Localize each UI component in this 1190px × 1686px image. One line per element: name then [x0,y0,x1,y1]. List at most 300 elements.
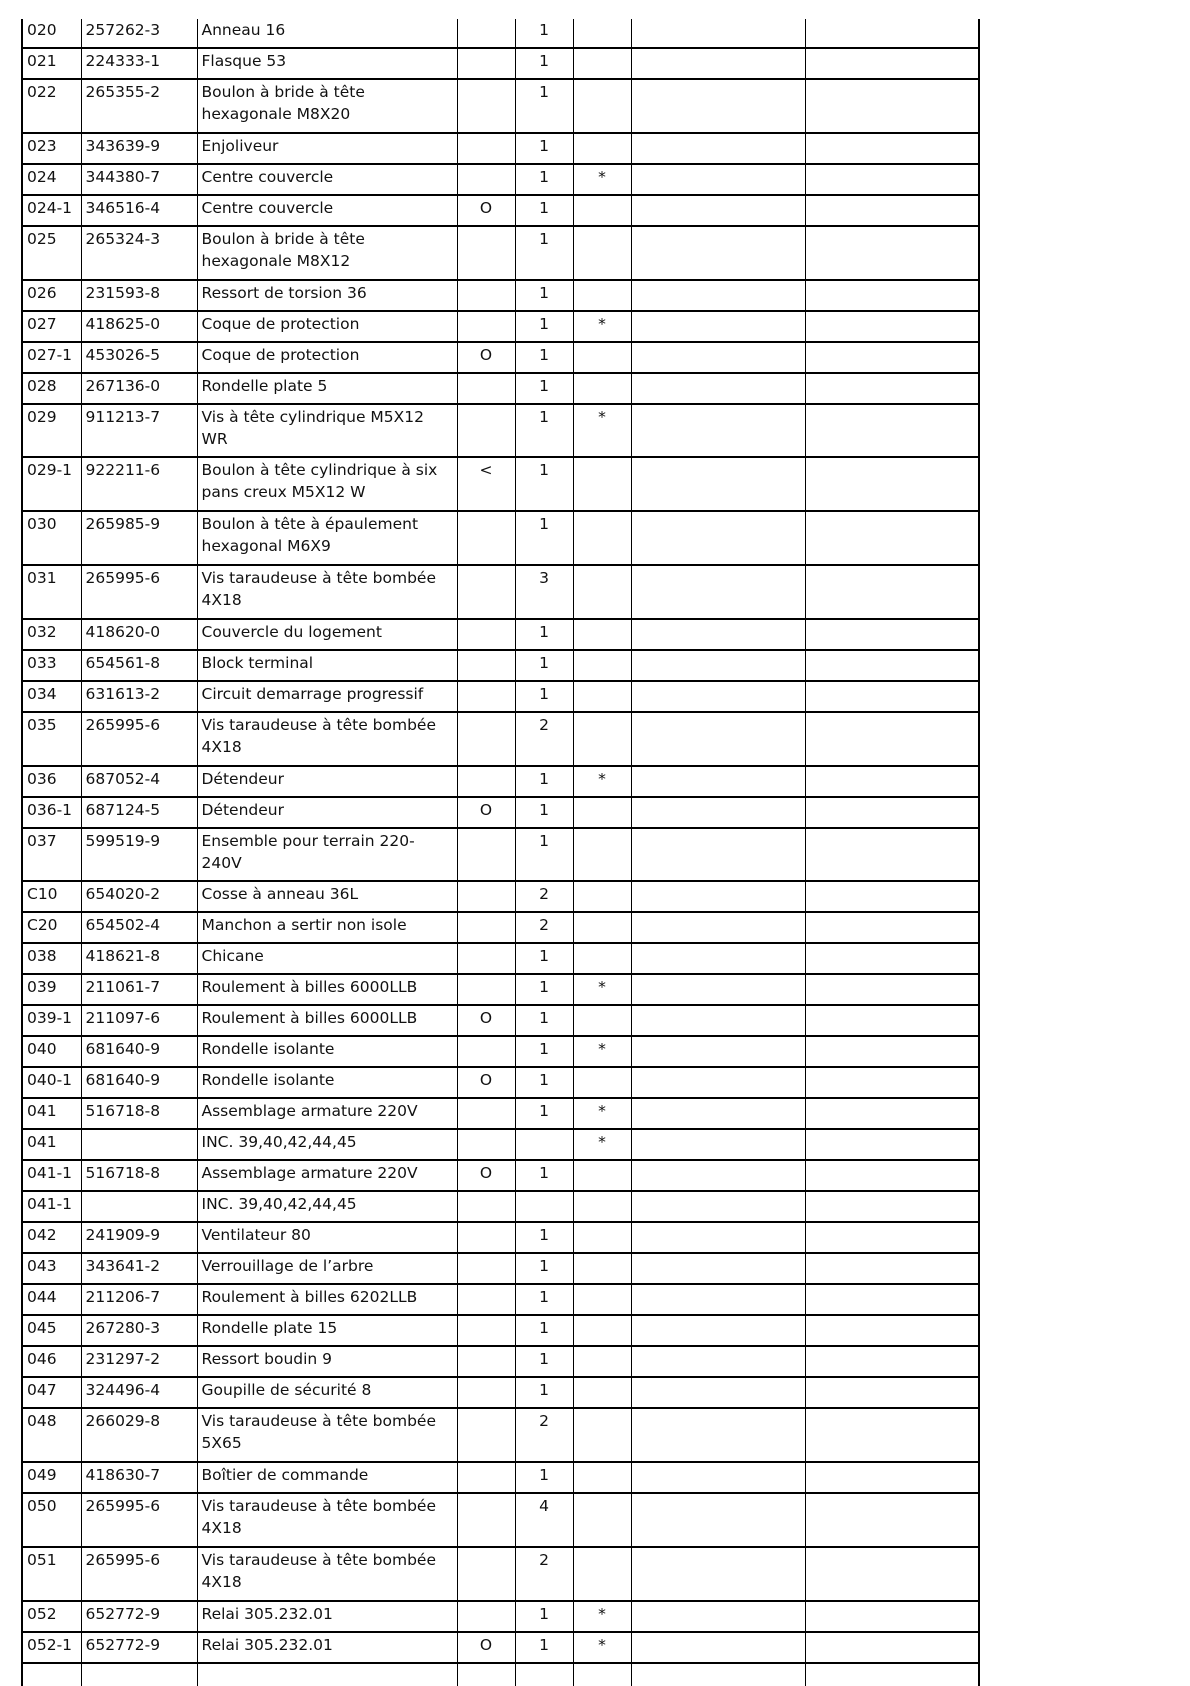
flag-cell [457,404,515,457]
part-number-cell: 231593-8 [81,280,197,311]
empty-column-a-cell [631,1098,805,1129]
empty-column-b-cell [805,195,979,226]
item-number-cell: 039 [22,974,81,1005]
table-row [22,1191,979,1222]
empty-column-b-cell [805,619,979,650]
description-cell: Boîtier de commande [197,1462,457,1493]
item-number-cell: 029 [22,404,81,457]
description-cell: Rondelle plate 15 [197,1315,457,1346]
mark-cell [573,1493,631,1547]
flag-cell: O [457,1160,515,1191]
part-number-cell: 211061-7 [81,974,197,1005]
table-row [22,133,979,164]
table-row [22,511,979,565]
description-cell: Centre couvercle [197,164,457,195]
quantity-cell: 1 [515,650,573,681]
flag-cell [457,1098,515,1129]
table-row [22,1036,979,1067]
item-number-cell: 025 [22,226,81,280]
item-number-cell: 041 [22,1098,81,1129]
item-number-cell: 034 [22,681,81,712]
empty-column-b-cell [805,712,979,766]
item-number-cell: 030 [22,511,81,565]
empty-column-b-cell [805,1377,979,1408]
item-number-cell: 051 [22,1547,81,1601]
table-row [22,1632,979,1663]
flag-cell [457,1462,515,1493]
mark-cell [573,1253,631,1284]
description-cell: Détendeur [197,797,457,828]
table-row [22,1377,979,1408]
empty-column-b-cell [805,1408,979,1462]
description-cell: Vis taraudeuse à tête bombée 4X18 [197,565,457,619]
table-row [22,404,979,457]
item-number-cell: 031 [22,565,81,619]
quantity-cell: 1 [515,1005,573,1036]
description-cell: Rondelle isolante [197,1067,457,1098]
table-row [22,1253,979,1284]
mark-cell [573,881,631,912]
quantity-cell: 1 [515,1253,573,1284]
flag-cell [457,1191,515,1222]
part-number-cell: 681640-9 [81,1067,197,1098]
empty-column-a-cell [631,1253,805,1284]
mark-cell: * [573,1036,631,1067]
quantity-cell: 1 [515,79,573,133]
description-cell: Ressort boudin 9 [197,1346,457,1377]
quantity-cell: 2 [515,881,573,912]
flag-cell [457,280,515,311]
flag-cell [457,912,515,943]
table-row [22,373,979,404]
empty-column-b-cell [805,1005,979,1036]
quantity-cell: 1 [515,311,573,342]
empty-column-a-cell [631,79,805,133]
item-number-cell: 023 [22,133,81,164]
description-cell: Rondelle plate 5 [197,373,457,404]
empty-column-a-cell [631,1315,805,1346]
quantity-cell: 1 [515,1315,573,1346]
item-number-cell: 024 [22,164,81,195]
part-number-cell: 687124-5 [81,797,197,828]
table-row [22,1005,979,1036]
quantity-cell: 1 [515,1377,573,1408]
part-number-cell: 631613-2 [81,681,197,712]
description-cell: Rondelle isolante [197,1036,457,1067]
empty-column-a-cell [631,1601,805,1632]
empty-column-a-cell [631,373,805,404]
item-number-cell: 047 [22,1377,81,1408]
quantity-cell: 1 [515,1632,573,1663]
table-row [22,1222,979,1253]
table-row [22,565,979,619]
flag-cell [457,1253,515,1284]
empty-column-b-cell [805,1191,979,1222]
item-number-cell: 052-1 [22,1632,81,1663]
part-number-cell: 324496-4 [81,1377,197,1408]
empty-column-b-cell [805,19,979,48]
empty-column-b-cell [805,1462,979,1493]
description-cell: Goupille de sécurité 8 [197,1377,457,1408]
quantity-cell: 1 [515,828,573,881]
empty-column-b-cell [805,1493,979,1547]
empty-column-b-cell [805,1160,979,1191]
quantity-cell: 1 [515,19,573,48]
part-number-cell: 681640-9 [81,1036,197,1067]
table-row [22,280,979,311]
quantity-cell: 1 [515,681,573,712]
part-number-cell: 265995-6 [81,712,197,766]
part-number-cell: 265995-6 [81,1547,197,1601]
quantity-cell: 1 [515,48,573,79]
part-number-cell: 265995-6 [81,1493,197,1547]
description-cell: Assemblage armature 220V [197,1160,457,1191]
item-number-cell: 040 [22,1036,81,1067]
table-row [22,974,979,1005]
empty-column-b-cell [805,797,979,828]
empty-column-a-cell [631,619,805,650]
flag-cell [457,1346,515,1377]
description-cell: Coque de protection [197,311,457,342]
mark-cell [573,943,631,974]
flag-cell: O [457,797,515,828]
flag-cell [457,79,515,133]
description-cell: Ventilateur 80 [197,1222,457,1253]
empty-column-a-cell [631,195,805,226]
mark-cell [573,1462,631,1493]
quantity-cell: 2 [515,1408,573,1462]
quantity-cell [515,1129,573,1160]
part-number-cell: 343641-2 [81,1253,197,1284]
mark-cell [573,828,631,881]
empty-column-b-cell [805,943,979,974]
table-row [22,912,979,943]
flag-cell [457,226,515,280]
quantity-cell: 3 [515,565,573,619]
quantity-cell: 1 [515,133,573,164]
empty-column-a-cell [631,881,805,912]
empty-column-a-cell [631,974,805,1005]
description-cell: Vis taraudeuse à tête bombée 4X18 [197,712,457,766]
part-number-cell: 211097-6 [81,1005,197,1036]
table-row [22,881,979,912]
empty-column-a-cell [631,1493,805,1547]
item-number-cell: 041 [22,1129,81,1160]
empty-column-a-cell [631,1191,805,1222]
flag-cell [457,619,515,650]
item-number-cell: 026 [22,280,81,311]
description-cell: INC. 39,40,42,44,45 [197,1191,457,1222]
flag-cell [457,650,515,681]
empty-column-a-cell [631,943,805,974]
item-number-cell: 020 [22,19,81,48]
table-row [22,1346,979,1377]
flag-cell [457,48,515,79]
table-row [22,1493,979,1547]
flag-cell [457,1315,515,1346]
empty-column-b-cell [805,373,979,404]
empty-column-b-cell [805,912,979,943]
quantity-cell: 1 [515,457,573,511]
flag-cell: O [457,1067,515,1098]
description-cell: Verrouillage de l’arbre [197,1253,457,1284]
empty-column-a-cell [631,342,805,373]
empty-column-b-cell [805,974,979,1005]
part-number-cell: 224333-1 [81,48,197,79]
flag-cell [457,1284,515,1315]
description-cell: Ressort de torsion 36 [197,280,457,311]
part-number-cell: 687052-4 [81,766,197,797]
description-cell: Roulement à billes 6000LLB [197,1005,457,1036]
mark-cell [573,1315,631,1346]
empty-column-a-cell [631,1408,805,1462]
table-row [22,226,979,280]
empty-column-b-cell [805,1067,979,1098]
mark-cell [573,565,631,619]
flag-cell: < [457,457,515,511]
quantity-cell [515,1191,573,1222]
table-row [22,164,979,195]
mark-cell [573,133,631,164]
mark-cell [573,797,631,828]
mark-cell [573,1067,631,1098]
item-number-cell: 044 [22,1284,81,1315]
mark-cell [573,373,631,404]
quantity-cell: 1 [515,1160,573,1191]
description-cell: Anneau 16 [197,19,457,48]
table-row [22,828,979,881]
item-number-cell: 038 [22,943,81,974]
empty-column-b-cell [805,1315,979,1346]
flag-cell [457,373,515,404]
flag-cell [457,712,515,766]
description-cell: Coque de protection [197,342,457,373]
quantity-cell: 4 [515,1493,573,1547]
mark-cell [573,1005,631,1036]
table-row [22,79,979,133]
description-cell: INC. 39,40,42,44,45 [197,1129,457,1160]
description-cell: Boulon à bride à tête hexagonale M8X20 [197,79,457,133]
empty-column-b-cell [805,133,979,164]
part-number-cell: 654502-4 [81,912,197,943]
mark-cell [573,48,631,79]
item-number-cell: 035 [22,712,81,766]
empty-column-b-cell [805,650,979,681]
table-row [22,766,979,797]
empty-column-a-cell [631,1632,805,1663]
item-number-cell: 045 [22,1315,81,1346]
item-number-cell: 041-1 [22,1191,81,1222]
flag-cell [457,164,515,195]
quantity-cell: 1 [515,974,573,1005]
table-row [22,1129,979,1160]
flag-cell [457,881,515,912]
empty-column-a-cell [631,1462,805,1493]
part-number-cell: 265324-3 [81,226,197,280]
description-cell: Vis taraudeuse à tête bombée 5X65 [197,1408,457,1462]
table-row [22,457,979,511]
part-number-cell: 516718-8 [81,1160,197,1191]
description-cell: Relai 305.232.01 [197,1601,457,1632]
empty-column-a-cell [631,164,805,195]
table-row [22,48,979,79]
empty-column-a-cell [631,1005,805,1036]
empty-column-b-cell [805,1036,979,1067]
part-number-cell: 652772-9 [81,1601,197,1632]
empty-column-b-cell [805,457,979,511]
table-row [22,195,979,226]
item-number-cell: 048 [22,1408,81,1462]
description-cell: Centre couvercle [197,195,457,226]
empty-column-b-cell [805,1253,979,1284]
description-cell: Boulon à bride à tête hexagonale M8X12 [197,226,457,280]
empty-column-b-cell [805,79,979,133]
empty-column-a-cell [631,311,805,342]
empty-column-b-cell [805,48,979,79]
mark-cell: * [573,974,631,1005]
description-cell: Roulement à billes 6000LLB [197,974,457,1005]
table-row [22,1160,979,1191]
flag-cell: O [457,1632,515,1663]
flag-cell: O [457,1005,515,1036]
description-cell: Cosse à anneau 36L [197,881,457,912]
quantity-cell: 2 [515,712,573,766]
table-row [22,1408,979,1462]
quantity-cell: 1 [515,511,573,565]
item-number-cell: 040-1 [22,1067,81,1098]
empty-column-a-cell [631,404,805,457]
table-row [22,311,979,342]
mark-cell [573,1547,631,1601]
mark-cell: * [573,766,631,797]
item-number-cell: 022 [22,79,81,133]
empty-column-a-cell [631,712,805,766]
flag-cell [457,1408,515,1462]
description-cell: Boulon à tête à épaulement hexagonal M6X9 [197,511,457,565]
table-row [22,681,979,712]
table-row [22,1098,979,1129]
empty-column-b-cell [805,1222,979,1253]
empty-column-a-cell [631,48,805,79]
description-cell: Vis taraudeuse à tête bombée 4X18 [197,1493,457,1547]
table-row [22,797,979,828]
flag-cell [457,1222,515,1253]
item-number-cell: 052 [22,1601,81,1632]
quantity-cell: 1 [515,1284,573,1315]
mark-cell [573,226,631,280]
item-number-cell: 041-1 [22,1160,81,1191]
part-number-cell: 266029-8 [81,1408,197,1462]
empty-column-a-cell [631,1284,805,1315]
table-row [22,1315,979,1346]
part-number-cell: 267136-0 [81,373,197,404]
mark-cell [573,79,631,133]
table-row [22,712,979,766]
empty-column-a-cell [631,650,805,681]
quantity-cell: 1 [515,1098,573,1129]
item-number-cell: 042 [22,1222,81,1253]
mark-cell [573,342,631,373]
flag-cell [457,511,515,565]
flag-cell: O [457,342,515,373]
quantity-cell: 1 [515,1222,573,1253]
quantity-cell: 1 [515,226,573,280]
quantity-cell: 1 [515,1067,573,1098]
mark-cell [573,650,631,681]
part-number-cell [81,1191,197,1222]
mark-cell [573,1346,631,1377]
description-cell: Enjoliveur [197,133,457,164]
quantity-cell: 1 [515,1036,573,1067]
part-number-cell: 346516-4 [81,195,197,226]
item-number-cell: 027-1 [22,342,81,373]
description-cell: Flasque 53 [197,48,457,79]
table-row [22,943,979,974]
flag-cell [457,681,515,712]
quantity-cell: 1 [515,280,573,311]
part-number-cell: 911213-7 [81,404,197,457]
flag-cell [457,311,515,342]
part-number-cell: 453026-5 [81,342,197,373]
mark-cell [573,511,631,565]
part-number-cell: 265985-9 [81,511,197,565]
empty-column-b-cell [805,881,979,912]
quantity-cell: 1 [515,619,573,650]
part-number-cell: 418621-8 [81,943,197,974]
mark-cell: * [573,404,631,457]
part-number-cell: 267280-3 [81,1315,197,1346]
empty-column-b-cell [805,828,979,881]
empty-column-a-cell [631,1160,805,1191]
empty-column-a-cell [631,828,805,881]
quantity-cell: 1 [515,164,573,195]
empty-column-a-cell [631,1377,805,1408]
empty-column-b-cell [805,342,979,373]
description-cell: Manchon a sertir non isole [197,912,457,943]
description-cell: Vis à tête cylindrique M5X12 WR [197,404,457,457]
item-number-cell: C10 [22,881,81,912]
empty-column-a-cell [631,766,805,797]
description-cell: Chicane [197,943,457,974]
empty-column-b-cell [805,511,979,565]
item-number-cell: 024-1 [22,195,81,226]
item-number-cell: 037 [22,828,81,881]
quantity-cell: 1 [515,373,573,404]
part-number-cell: 418625-0 [81,311,197,342]
mark-cell [573,712,631,766]
empty-column-b-cell [805,164,979,195]
part-number-cell: 344380-7 [81,164,197,195]
mark-cell [573,280,631,311]
empty-column-a-cell [631,1222,805,1253]
table-row [22,1601,979,1632]
flag-cell [457,1547,515,1601]
flag-cell [457,19,515,48]
part-number-cell: 265995-6 [81,565,197,619]
empty-column-a-cell [631,565,805,619]
table-row [22,619,979,650]
empty-column-a-cell [631,1067,805,1098]
flag-cell [457,943,515,974]
description-cell: Vis taraudeuse à tête bombée 4X18 [197,1547,457,1601]
mark-cell [573,681,631,712]
item-number-cell: 033 [22,650,81,681]
flag-cell [457,1601,515,1632]
mark-cell [573,1191,631,1222]
empty-column-a-cell [631,797,805,828]
empty-column-b-cell [805,1098,979,1129]
empty-column-b-cell [805,1346,979,1377]
